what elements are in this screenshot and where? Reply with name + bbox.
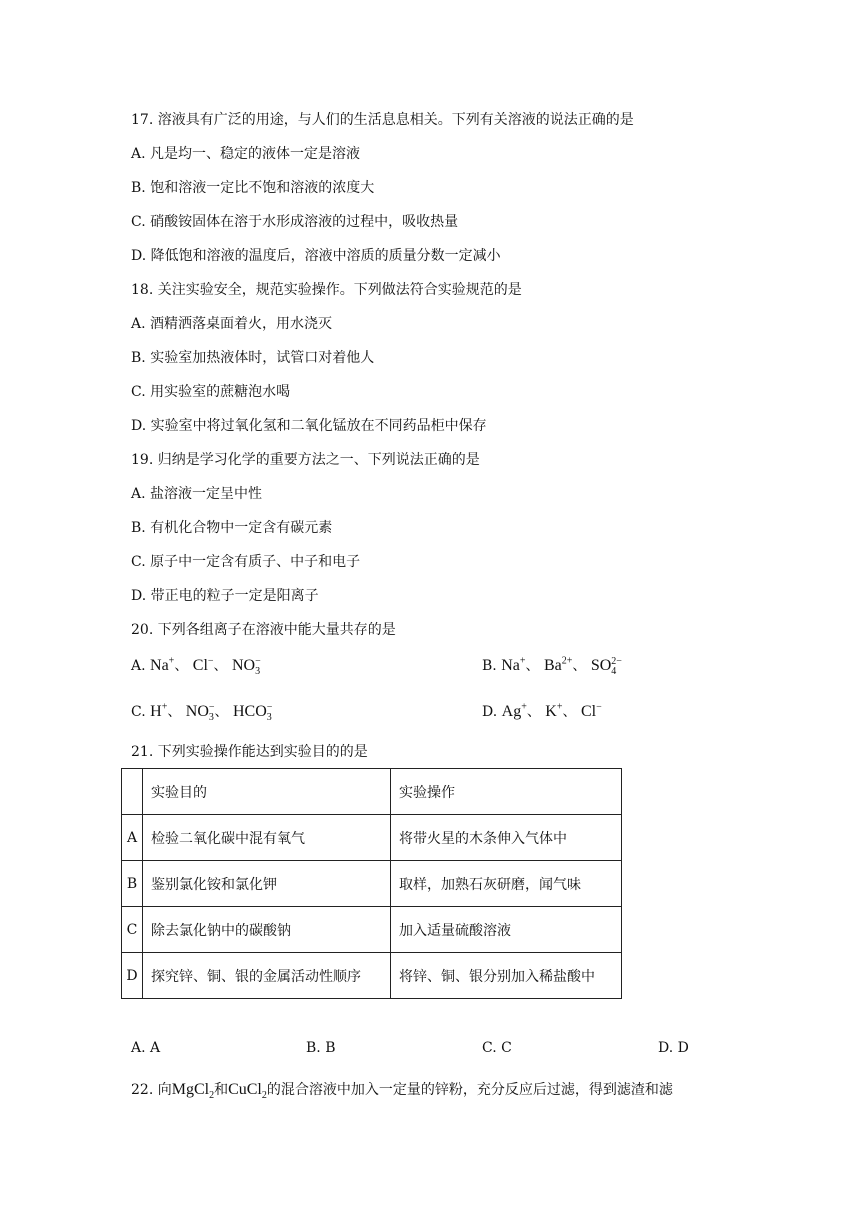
table-header-cell — [122, 769, 143, 815]
q19-option-c: C. 原子中一定含有质子、中子和电子 — [131, 554, 361, 570]
q17-option-b: B. 饱和溶液一定比不饱和溶液的浓度大 — [131, 180, 375, 196]
table-cell: 探究锌、铜、银的金属活动性顺序 — [143, 953, 391, 999]
q20-option-d: D. Ag+、 K+、 Cl− — [482, 701, 602, 720]
table-row — [122, 953, 622, 999]
q18-stem: 18. 关注实验安全，规范实验操作。下列做法符合实验规范的是 — [131, 282, 522, 298]
q18-option-a: A. 酒精洒落桌面着火，用水浇灭 — [131, 316, 333, 332]
q19-option-a: A. 盐溶液一定呈中性 — [131, 486, 263, 502]
q19-stem: 19. 归纳是学习化学的重要方法之一、下列说法正确的是 — [131, 452, 480, 468]
table-header-cell: 实验操作 — [391, 769, 622, 815]
q18-option-d: D. 实验室中将过氧化氢和二氧化锰放在不同药品柜中保存 — [131, 418, 487, 434]
table-cell: 鉴别氯化铵和氯化钾 — [143, 861, 391, 907]
q17-stem: 17. 溶液具有广泛的用途，与人们的生活息息相关。下列有关溶液的说法正确的是 — [131, 112, 634, 128]
experiment-table — [121, 768, 622, 999]
q21-answer-d: D. D — [658, 1040, 689, 1056]
q21-answer-c: C. C — [482, 1040, 512, 1056]
q21-stem: 21. 下列实验操作能达到实验目的的是 — [131, 744, 368, 760]
q21-answer-a: A. A — [131, 1040, 161, 1056]
table-row — [122, 861, 622, 907]
table-cell: 加入适量硫酸溶液 — [391, 907, 622, 953]
q17-option-a: A. 凡是均一、稳定的液体一定是溶液 — [131, 146, 361, 162]
table-cell: D — [122, 953, 143, 999]
table-cell: A — [122, 815, 143, 861]
q19-option-b: B. 有机化合物中一定含有碳元素 — [131, 520, 333, 536]
q18-option-b: B. 实验室加热液体时，试管口对着他人 — [131, 350, 375, 366]
table-cell: 将带火星的木条伸入气体中 — [391, 815, 622, 861]
q18-option-c: C. 用实验室的蔗糖泡水喝 — [131, 384, 291, 400]
q20-stem: 20. 下列各组离子在溶液中能大量共存的是 — [131, 622, 396, 638]
table-cell: 将锌、铜、银分别加入稀盐酸中 — [391, 953, 622, 999]
table-cell: 除去氯化钠中的碳酸钠 — [143, 907, 391, 953]
q20-option-a: A. Na+、 Cl−、 NO − 3 — [131, 655, 261, 677]
table-cell: C — [122, 907, 143, 953]
q22-stem: 22. 向MgCl$_2$和CuCl$_2$的混合溶液中加入一定量的锌粉，充分反应后过滤，得到滤渣和滤 — [131, 1081, 673, 1102]
table-cell: 取样，加熟石灰研磨，闻气味 — [391, 861, 622, 907]
table-row — [122, 907, 622, 953]
table-cell: B — [122, 861, 143, 907]
table-cell: 检验二氧化碳中混有氧气 — [143, 815, 391, 861]
q17-option-c: C. 硝酸铵固体在溶于水形成溶液的过程中，吸收热量 — [131, 214, 459, 230]
q21-answer-b: B. B — [306, 1040, 336, 1056]
q19-option-d: D. 带正电的粒子一定是阳离子 — [131, 588, 319, 604]
table-header-cell: 实验目的 — [143, 769, 391, 815]
q17-option-d: D. 降低饱和溶液的温度后，溶液中溶质的质量分数一定减小 — [131, 248, 501, 264]
q20-option-c: C. H+、 NO − 3 、 HCO − 3 — [131, 701, 273, 723]
table-row — [122, 815, 622, 861]
table-header-row — [122, 769, 622, 815]
q20-option-b: B. Na+、 $Ba^{2+}$、 SO 2− 4 — [482, 655, 622, 677]
